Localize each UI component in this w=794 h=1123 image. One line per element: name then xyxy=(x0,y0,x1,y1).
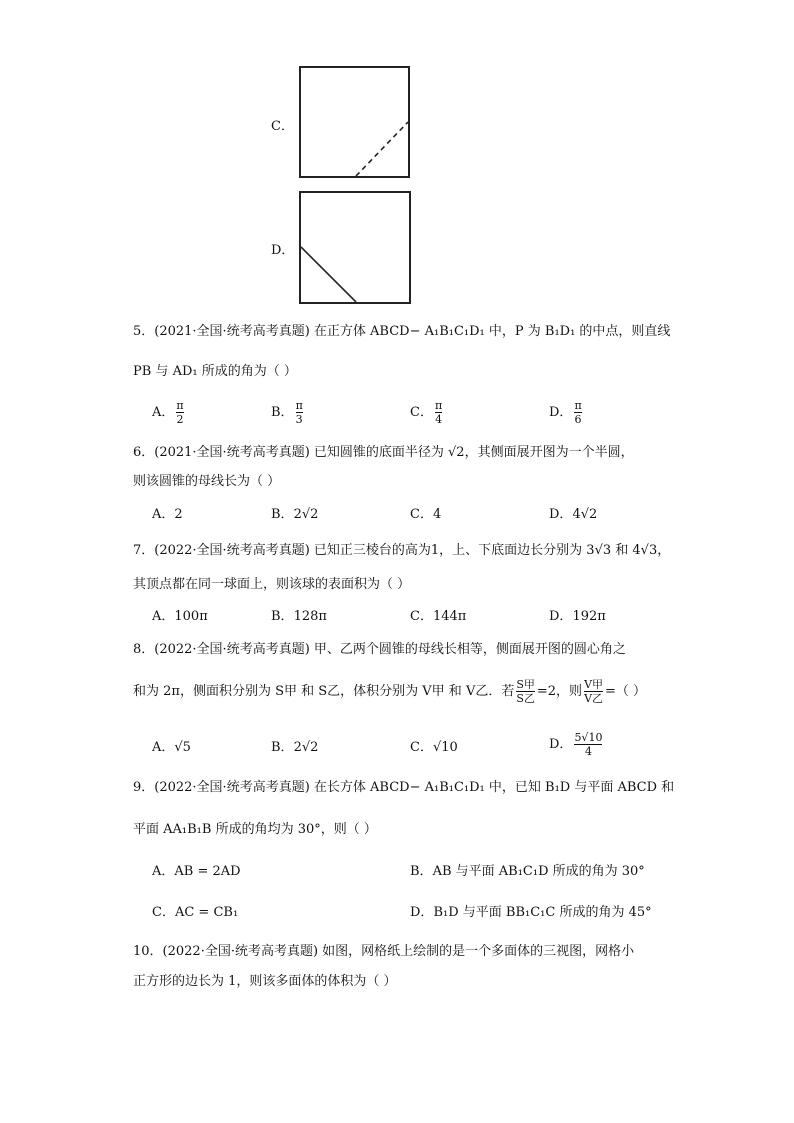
q8-volume-ratio: $\frac{\text{V甲}}{\text{V乙}}$ xyxy=(584,678,604,705)
q7-option-d: D．192π xyxy=(549,609,606,624)
q5-stem-line2: PB 与 AD₁ 所成的角为（ ） xyxy=(133,364,297,379)
q6-option-a: A．2 xyxy=(152,507,183,522)
q10-stem-line2: 正方形的边长为 1，则该多面体的体积为（ ） xyxy=(133,974,397,989)
q5-option-c: C． $\frac{\pi}{4}$ xyxy=(410,399,443,426)
q10-stem-line1: 10．(2022·全国·统考高考真题) 如图，网格纸上绘制的是一个多面体的三视图，网格小 xyxy=(133,944,635,959)
q6-stem-line1: 6．(2021·全国·统考高考真题) 已知圆锥的底面半径为 √2，其侧面展开图为一个半圆， xyxy=(133,445,634,460)
q5-option-d: D． $\frac{\pi}{6}$ xyxy=(549,399,582,426)
q9-option-b: B．AB 与平面 AB₁C₁D 所成的角为 30° xyxy=(410,864,645,879)
q9-stem-line2: 平面 AA₁B₁B 所成的角均为 30°，则（ ） xyxy=(133,822,377,837)
option-d-label: D． xyxy=(271,243,295,258)
q6-option-d: D．4√2 xyxy=(549,507,598,522)
figure-d-square xyxy=(299,191,411,304)
q8-option-d: D． $\frac{5√10}{4}$ xyxy=(549,731,603,758)
q8-stem-line2: 和为 2π，侧面积分别为 S甲 和 S乙，体积分别为 V甲 和 V乙．若 $\frac{\text{S甲}}{\text{S乙}}$ =2，则 $\frac{\text{V甲}}{\text{V乙}}$ =（ ） xyxy=(133,678,647,705)
q5-stem-line1: 5．(2021·全国·统考高考真题) 在正方体 ABCD− A₁B₁C₁D₁ 中，P 为 B₁D₁ 的中点，则直线 xyxy=(133,324,671,339)
q9-option-d: D．B₁D 与平面 BB₁C₁C 所成的角为 45° xyxy=(410,905,652,920)
q8-stem-line1: 8．(2022·全国·统考高考真题) 甲、乙两个圆锥的母线长相等，侧面展开图的圆心角之 xyxy=(133,642,626,657)
q7-option-c: C．144π xyxy=(410,609,467,624)
q9-stem-line1: 9．(2022·全国·统考高考真题) 在长方体 ABCD− A₁B₁C₁D₁ 中，已知 B₁D 与平面 ABCD 和 xyxy=(133,780,675,795)
q6-option-b: B．2√2 xyxy=(271,507,319,522)
q8-option-c: C．√10 xyxy=(410,740,458,755)
q7-option-b: B．128π xyxy=(271,609,327,624)
q9-option-c: C．AC = CB₁ xyxy=(152,905,239,920)
q7-option-a: A．100π xyxy=(152,609,208,624)
figure-c-dashed-line xyxy=(301,68,408,176)
q5-option-b: B． $\frac{\pi}{3}$ xyxy=(271,399,303,426)
q8-area-ratio: $\frac{\text{S甲}}{\text{S乙}}$ xyxy=(516,678,535,705)
figure-c-square xyxy=(299,66,410,178)
option-c-label: C． xyxy=(271,119,294,134)
q7-stem-line1: 7．(2022·全国·统考高考真题) 已知正三棱台的高为1，上、下底面边长分别为 3√3 和 4√3， xyxy=(133,543,671,558)
q7-stem-line2: 其顶点都在同一球面上，则该球的表面积为（ ） xyxy=(133,577,411,592)
q6-stem-line2: 则该圆锥的母线长为（ ） xyxy=(133,474,281,489)
q8-option-a: A．√5 xyxy=(152,740,191,755)
q6-option-c: C．4 xyxy=(410,507,442,522)
q5-option-a: A． $\frac{\pi}{2}$ xyxy=(152,399,184,426)
figure-d-solid-line xyxy=(301,193,409,302)
q8-option-b: B．2√2 xyxy=(271,740,319,755)
q9-option-a: A．AB = 2AD xyxy=(152,864,241,879)
